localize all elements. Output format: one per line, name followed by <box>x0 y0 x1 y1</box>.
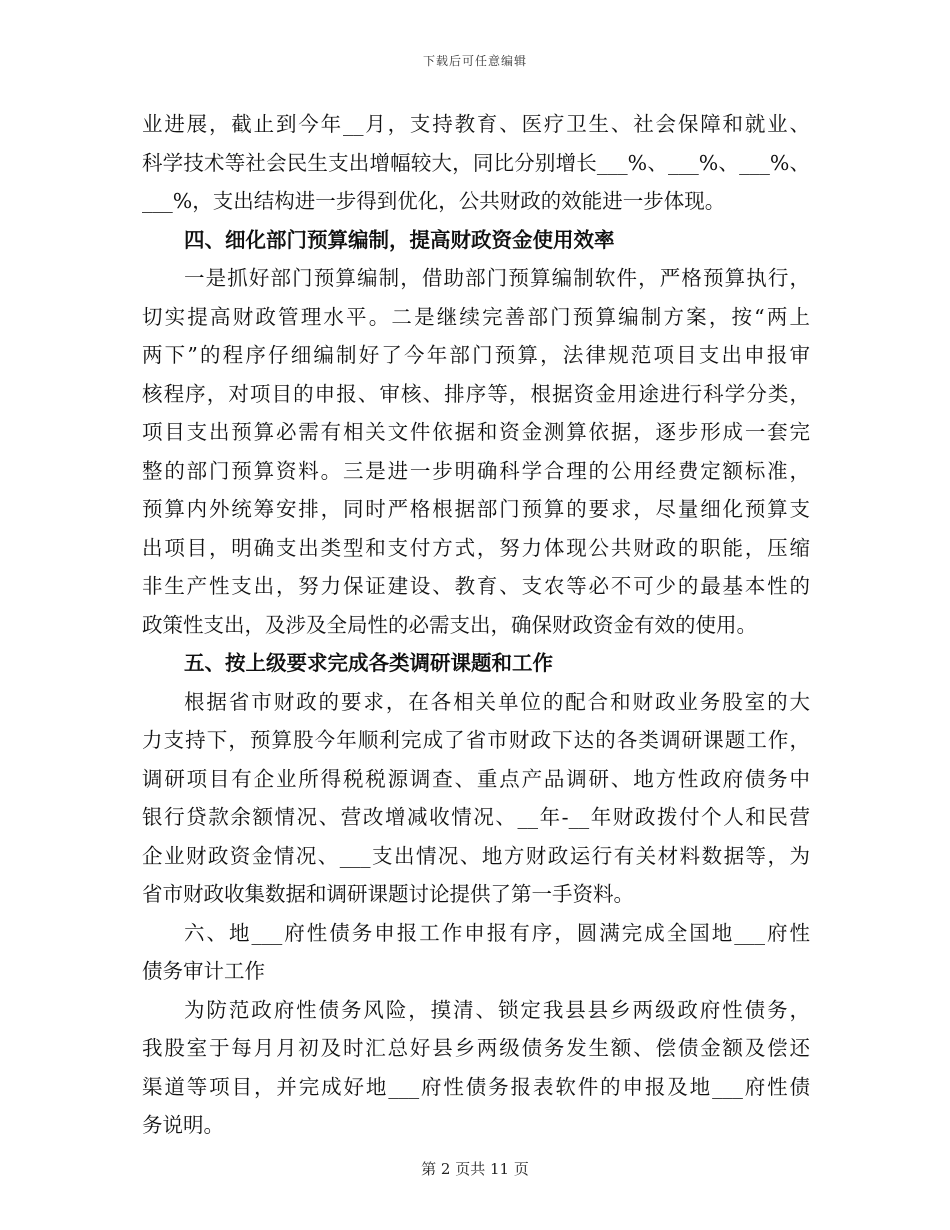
body-text-line: 企业财政资金情况、___支出情况、地方财政运行有关材料数据等，为 <box>142 843 810 868</box>
body-text-line: 出项目，明确支出类型和支付方式，努力体现公共财政的职能，压缩 <box>142 535 810 560</box>
body-text-line: ___%，支出结构进一步得到优化，公共财政的效能进一步体现。 <box>142 189 726 213</box>
body-text-line: 整的部门预算资料。三是进一步明确科学合理的公用经费定额标准， <box>142 458 810 483</box>
body-text-line: 渠道等项目，并完成好地___府性债务报表软件的申报及地___府性债 <box>142 1074 810 1099</box>
body-text-line: 债务审计工作 <box>142 959 265 983</box>
body-text-line: 省市财政收集数据和调研课题讨论提供了第一手资料。 <box>142 882 634 906</box>
section-heading-line: 五、按上级要求完成各类调研课题和工作 <box>184 651 553 675</box>
body-text-line: 我股室于每月月初及时汇总好县乡两级债务发生额、偿债金额及偿还 <box>142 1036 810 1060</box>
body-text-line: 力支持下，预算股今年顺利完成了省市财政下达的各类调研课题工作， <box>142 728 810 752</box>
body-text-line: 业进展，截止到今年__月，支持教育、医疗卫生、社会保障和就业、 <box>142 112 810 136</box>
body-text-line: 核程序，对项目的申报、审核、排序等，根据资金用途进行科学分类， <box>142 381 810 406</box>
body-text-line: 务说明。 <box>142 1113 224 1137</box>
section-heading-line: 四、细化部门预算编制，提高财政资金使用效率 <box>184 227 615 252</box>
body-text-line: 一是抓好部门预算编制，借助部门预算编制软件，严格预算执行， <box>184 266 810 290</box>
body-text-line: 六、地___府性债务申报工作申报有序，圆满完成全国地___府性 <box>184 920 810 945</box>
body-text-line: 银行贷款余额情况、营改增减收情况、__年-__年财政拨付个人和民营 <box>142 805 810 829</box>
body-text-line: 科学技术等社会民生支出增幅较大，同比分别增长___%、___%、___%、 <box>142 150 810 175</box>
body-text-line: 调研项目有企业所得税税源调查、重点产品调研、地方性政府债务中 <box>142 766 810 791</box>
body-text-line: 政策性支出，及涉及全局性的必需支出，确保财政资金有效的使用。 <box>142 612 757 637</box>
body-text-line: 切实提高财政管理水平。二是继续完善部门预算编制方案，按“两上 <box>142 304 810 329</box>
body-text-line: 为防范政府性债务风险，摸清、锁定我县县乡两级政府性债务， <box>184 997 810 1022</box>
body-text-line: 预算内外统筹安排，同时严格根据部门预算的要求，尽量细化预算支 <box>142 497 810 521</box>
body-text-line: 项目支出预算必需有相关文件依据和资金测算依据，逐步形成一套完 <box>142 420 810 444</box>
page-footer: 第 2 页共 11 页 <box>421 1160 529 1178</box>
page-header: 下载后可任意编辑 <box>422 54 527 68</box>
body-text-line: 两下”的程序仔细编制好了今年部门预算，法律规范项目支出申报审 <box>142 343 810 367</box>
document-body <box>142 105 810 1145</box>
body-text-line: 根据省市财政的要求，在各相关单位的配合和财政业务股室的大 <box>184 689 810 714</box>
body-text-line: 非生产性支出，努力保证建设、教育、支农等必不可少的最基本性的 <box>142 574 810 598</box>
